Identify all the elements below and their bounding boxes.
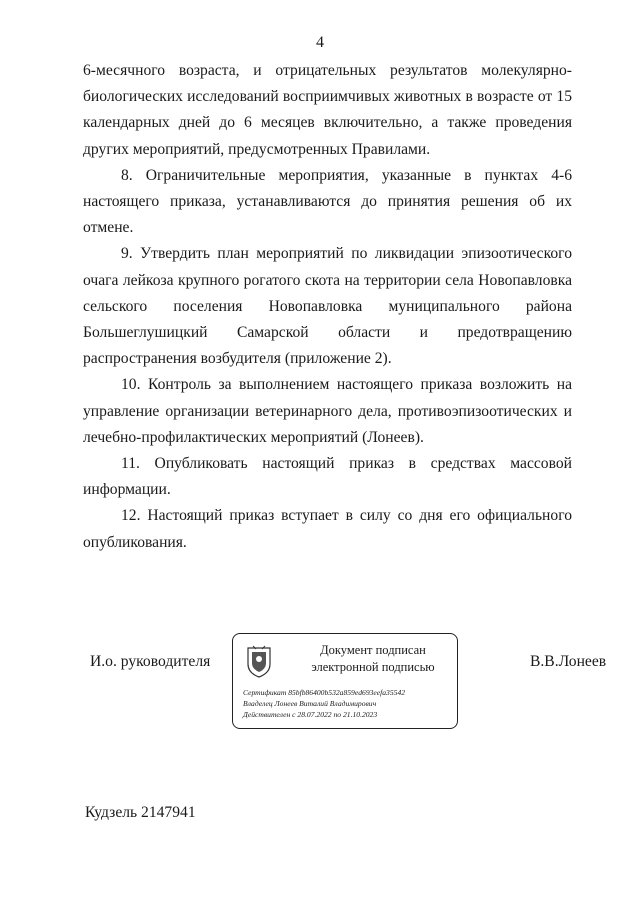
paragraph-11: 11. Опубликовать настоящий приказ в средствах массовой информации. <box>83 455 572 499</box>
page-number: 4 <box>316 34 324 51</box>
stamp-owner: Владелец Лонеев Виталий Владимирович <box>243 699 377 708</box>
stamp-title-line1: Документ подписан <box>320 643 426 657</box>
document-body <box>83 58 572 556</box>
executor-footer: Кудзель 2147941 <box>85 804 196 821</box>
paragraph-10: 10. Контроль за выполнением настоящего приказа возложить на управление организации ветеринарного дела, противоэпизоотических и лечебно-профилактических мероприятий (Лонеев). <box>83 376 572 446</box>
stamp-validity: Действителен с 28.07.2022 по 21.10.2023 <box>243 710 378 719</box>
paragraph-8: 8. Ограничительные мероприятия, указанные в пунктах 4-6 настоящего приказа, устанавливаются до принятия решения об их отмене. <box>83 166 572 237</box>
signature-block <box>0 633 640 743</box>
paragraph-continuation: 6-месячного возраста, и отрицательных результатов молекулярно-биологических исследований восприимчивых животных в возрасте от 15 календарных дней до 6 месяцев включительно, а также проведения других мероприятий, предусмотренных Правилами. <box>83 62 572 158</box>
stamp-title-line2: электронной подписью <box>311 660 435 674</box>
coat-of-arms-icon <box>245 644 273 678</box>
stamp-certificate: Сертификат 85bfb86400b532a859ed693eefa35542 <box>243 688 406 697</box>
signer-name: В.В.Лонеев <box>530 653 607 670</box>
paragraph-12: 12. Настоящий приказ вступает в силу со дня его официального опубликования. <box>83 507 572 551</box>
electronic-signature-stamp <box>232 633 458 729</box>
signer-position: И.о. руководителя <box>90 653 211 670</box>
paragraph-9: 9. Утвердить план мероприятий по ликвидации эпизоотического очага лейкоза крупного рогатого скота на территории села Новопавловка сельского поселения Новопавловка муниципального района Большеглушицкий Самарской области и предотвращению распространения возбудителя (приложение 2). <box>83 245 572 368</box>
